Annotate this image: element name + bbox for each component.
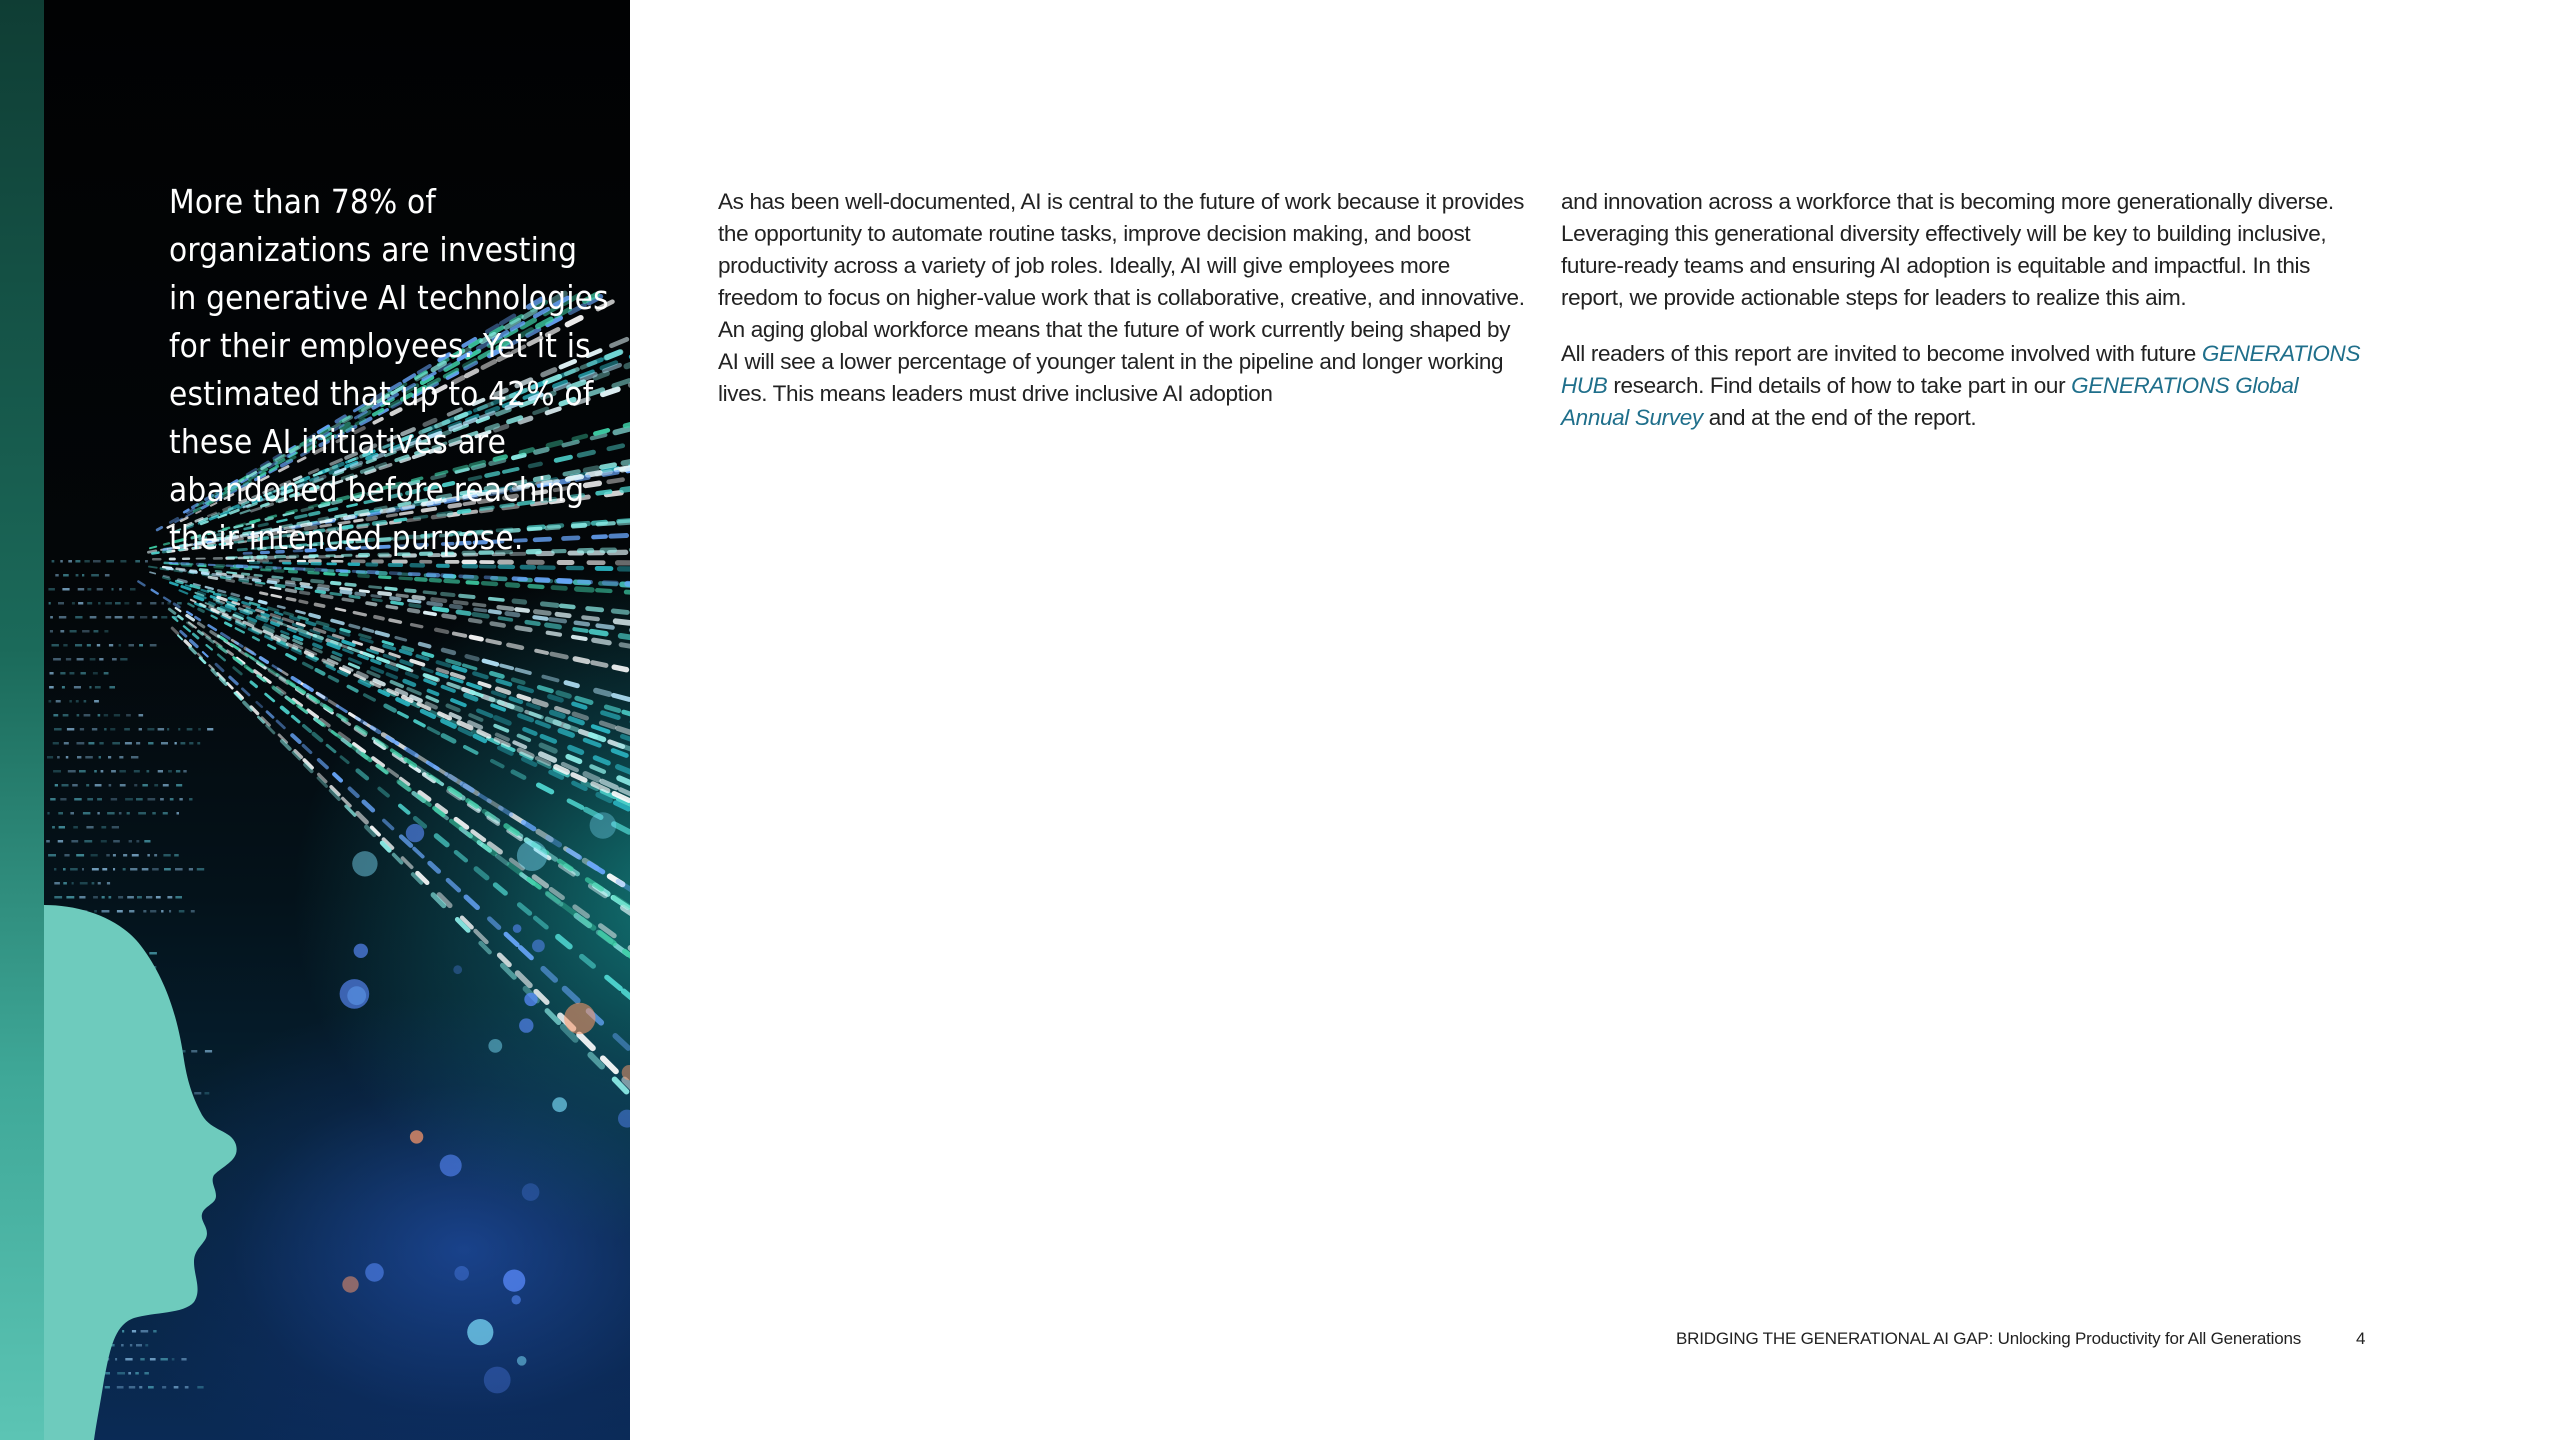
- paragraph-3-text-start: All readers of this report are invited to become involved with future: [1561, 341, 2202, 366]
- generations-global-annual-survey-link[interactable]: GENERATIONS Global Annual Survey: [1561, 373, 2299, 430]
- paragraph-3-text-middle: research. Find details of how to take part in our: [1607, 373, 2072, 398]
- body-paragraph-2: and innovation across a workforce that is becoming more generationally diverse. Leveraging this generational diversity effectively will be key to building inclusive, future-ready teams and ensuring AI adoption is equitable and impactful. In this report, we provide actionable steps for leaders to realize this aim.: [1561, 189, 2334, 310]
- footer-title: BRIDGING THE GENERATIONAL AI GAP: Unlocking Productivity for All Generations: [1676, 1329, 2302, 1348]
- body-column-left: [718, 186, 1526, 434]
- body-column-right: [1561, 186, 2369, 458]
- generations-hub-link[interactable]: GENERATIONS HUB: [1561, 341, 2361, 398]
- pull-quote: More than 78% of organizations are investing in generative AI technologies for their employees. Yet it is estimated that up to 42% of these AI initiatives are abandoned before reaching their intended purpose.: [169, 182, 609, 557]
- body-paragraph-3: [1561, 338, 2369, 434]
- side-accent-strip: [0, 0, 44, 1440]
- body-paragraph-1: As has been well-documented, AI is central to the future of work because it provides the opportunity to automate routine tasks, improve decision making, and boost productivity across a variety of job roles. Ideally, AI will give employees more freedom to focus on higher-value work that is collaborative, creative, and innovative. An aging global workforce means that the future of work currently being shaped by AI will see a lower percentage of younger talent in the pipeline and longer working lives. This means leaders must drive inclusive AI adoption: [718, 189, 1525, 406]
- ai-art-panel: [44, 0, 630, 1440]
- page-number: 4: [2356, 1329, 2366, 1348]
- paragraph-3-text-end: and at the end of the report.: [1702, 405, 1977, 430]
